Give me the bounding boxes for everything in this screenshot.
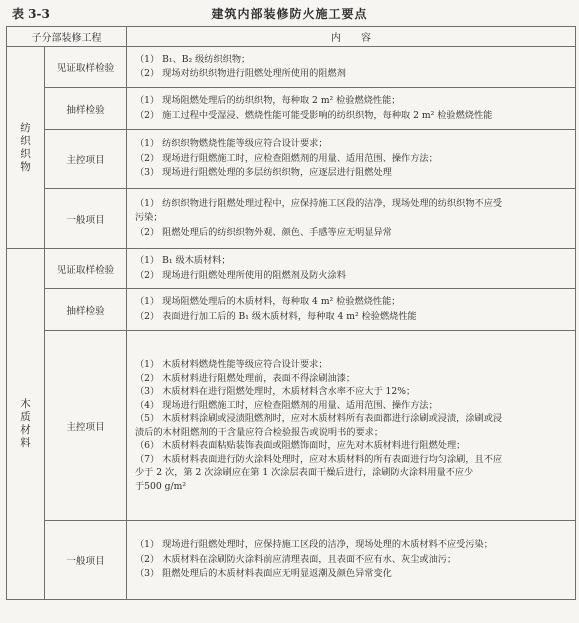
content-line: （7） 木质材料表面进行防火涂料处理时，应对木质材料的所有表面进行均匀涂刷，且不应 — [135, 453, 503, 465]
content-line: 污染； — [135, 212, 163, 224]
table-number: 表 3-3 — [12, 7, 50, 21]
content-line: （2） 现场进行阻燃施工时，应检查阻燃剂的用量、适用范围、操作方法； — [135, 152, 438, 164]
content-cell — [127, 130, 576, 189]
header-content: 内 容 — [127, 27, 576, 47]
content-cell — [127, 189, 576, 249]
content-cell — [127, 331, 576, 521]
table-row — [7, 289, 576, 331]
content-line: （2） 现场进行阻燃处理所使用的阻燃剂及防火涂料 — [135, 269, 346, 281]
content-line: （1） 现场阻燃处理后的木质材料，每种取 4 m² 检验燃烧性能； — [135, 296, 401, 307]
content-line: （5） 木质材料涂刷或浸渍阻燃剂时，应对木质材料所有表面都进行涂刷或浸渍，涂刷或浸 — [135, 413, 503, 424]
item-cell: 抽样检验 — [45, 289, 127, 331]
content-line: （1） 木质材料燃烧性能等级应符合设计要求； — [135, 359, 328, 370]
content-line: （2） 木质材料进行阻燃处理前，表面不得涂刷油漆； — [135, 372, 356, 384]
table-header-row — [7, 27, 576, 47]
table-row — [7, 331, 576, 521]
content-line: （1） 现场阻燃处理后的纺织织物，每种取 2 m² 检验燃烧性能； — [135, 95, 401, 106]
content-cell — [127, 47, 576, 88]
content-line: （2） 施工过程中受湿浸、燃烧性能可能受影响的纺织织物，每种取 2 m² 检验燃烧性能 — [135, 109, 493, 121]
content-line: （3） 阻燃处理后的木质材料表面应无明显返潮及颜色异常变化 — [135, 568, 392, 580]
content-line: （3） 现场进行阻燃处理的多层纺织织物，应逐层进行阻燃处理 — [135, 167, 392, 179]
content-line: （1） 纺织织物进行阻燃处理过程中，应保持施工区段的洁净，现场处理的纺织织物不应受 — [135, 197, 503, 209]
content-line: （4） 现场进行阻燃施工时，应检查阻燃剂的用量、适用范围、操作方法； — [135, 399, 438, 411]
content-line: （1） B₁、B₂ 级纺织织物； — [135, 53, 251, 65]
category-label: 木质材料 — [20, 398, 31, 449]
content-line: （2） 现场对纺织织物进行阻燃处理所使用的阻燃剂 — [135, 68, 346, 79]
item-cell: 主控项目 — [45, 130, 127, 189]
fire-construction-table — [6, 26, 576, 600]
content-line: （2） 阻燃处理后的纺织织物外观、颜色、手感等应无明显异常 — [135, 226, 392, 238]
content-cell — [127, 249, 576, 289]
table-row — [7, 189, 576, 249]
content-line: （1） 纺织织物燃烧性能等级应符合设计要求； — [135, 138, 328, 150]
item-cell: 抽样检验 — [45, 88, 127, 130]
content-line: （1） B₁ 级木质材料； — [135, 255, 231, 266]
content-cell — [127, 88, 576, 130]
category-cell — [7, 47, 45, 249]
content-line: （3） 木质材料在进行阻燃处理时，木质材料含水率不应大于 12%； — [135, 386, 416, 397]
content-line: 渍后的木材阻燃剂的干含量应符合检验报告或说明书的要求； — [135, 426, 384, 438]
content-line: （6） 木质材料表面粘贴装饰表面或阻燃饰面时，应先对木质材料进行阻燃处理； — [135, 440, 466, 451]
table-row — [7, 130, 576, 189]
table-title: 建筑内部装修防火施工要点 — [211, 7, 368, 21]
content-cell — [127, 521, 576, 600]
item-cell: 一般项目 — [45, 189, 127, 249]
content-line: （2） 木质材料在涂刷防火涂料前应清理表面，且表面不应有水、灰尘或油污； — [135, 553, 457, 565]
content-line: 少于 2 次，第 2 次涂刷应在第 1 次涂层表面干燥后进行，涂刷防火涂料用量不应少 — [135, 467, 474, 478]
item-cell: 见证取样检验 — [45, 249, 127, 289]
category-cell — [7, 249, 45, 600]
item-cell: 一般项目 — [45, 521, 127, 600]
header-subproject: 子分部装修工程 — [7, 27, 127, 47]
table-caption — [0, 0, 579, 26]
item-cell: 主控项目 — [45, 331, 127, 521]
content-line: 于500 g/m² — [135, 480, 187, 492]
table-row — [7, 249, 576, 289]
table-row — [7, 521, 576, 600]
table-row — [7, 47, 576, 88]
content-cell — [127, 289, 576, 331]
category-label: 纺织织物 — [20, 121, 31, 173]
content-line: （2） 表面进行加工后的 B₁ 级木质材料，每种取 4 m² 检验燃烧性能 — [135, 310, 417, 322]
table-row — [7, 88, 576, 130]
content-line: （1） 现场进行阻燃处理时，应保持施工区段的洁净，现场处理的木质材料不应受污染； — [135, 539, 493, 551]
item-cell: 见证取样检验 — [45, 47, 127, 88]
